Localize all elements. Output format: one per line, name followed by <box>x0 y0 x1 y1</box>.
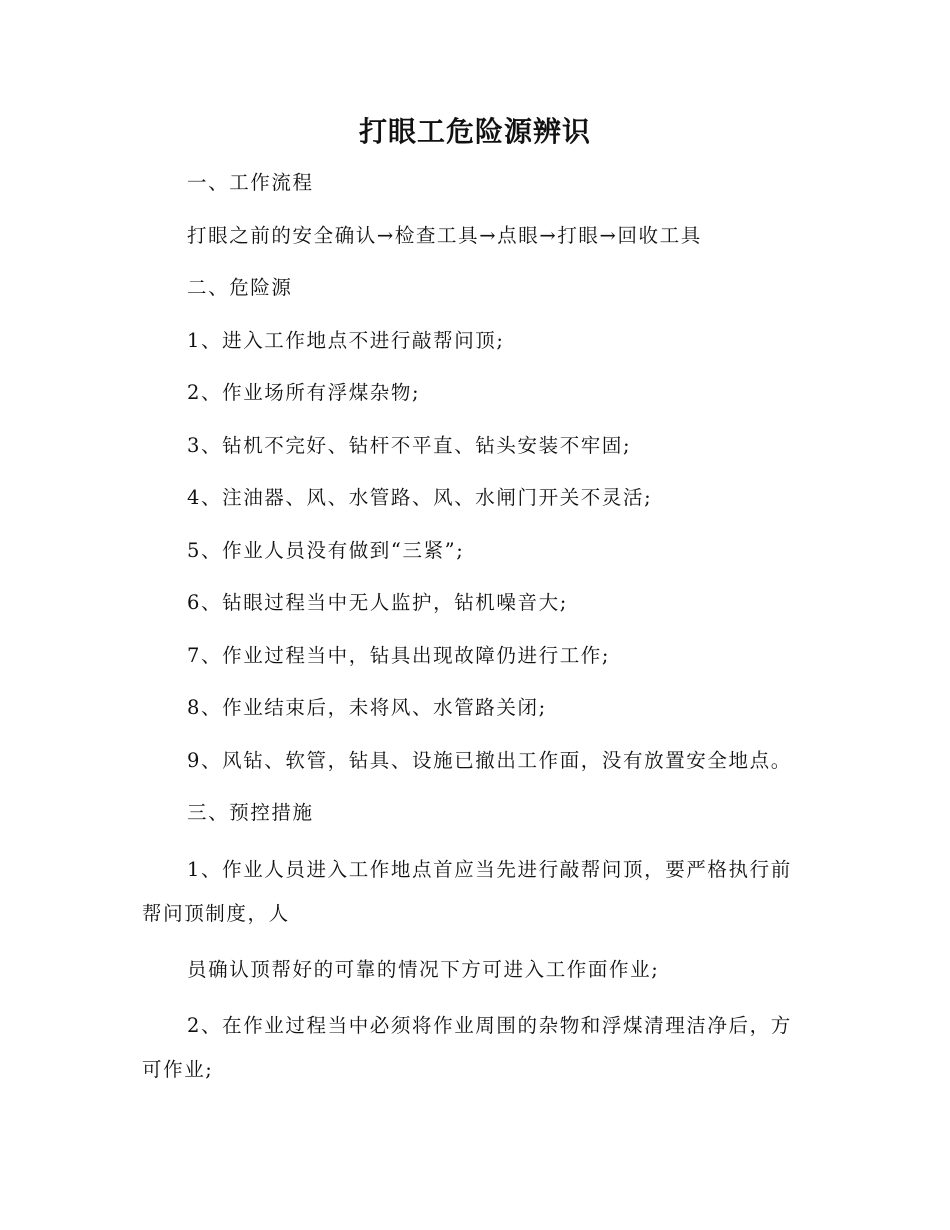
section-heading-controls: 三、预控措施 <box>187 801 314 824</box>
hazard-item-4: 4、注油器、风、水管路、风、水闸门开关不灵活; <box>187 486 653 509</box>
page-title: 打眼工危险源辨识 <box>358 115 591 148</box>
control-item-1-continued: 员确认顶帮好的可靠的情况下方可进入工作面作业; <box>187 957 660 981</box>
hazard-item-7: 7、作业过程当中，钻具出现故障仍进行工作; <box>187 643 611 667</box>
hazard-item-8: 8、作业结束后，未将风、水管路关闭; <box>187 696 547 719</box>
control-item-2: 2、在作业过程当中必须将作业周围的杂物和浮煤清理洁净后，方可作业; <box>142 1014 792 1081</box>
section-heading-workflow: 一、工作流程 <box>187 171 314 194</box>
section-heading-hazards: 二、危险源 <box>187 276 293 299</box>
document-body <box>142 157 810 1100</box>
paragraph-workflow-steps: 打眼之前的安全确认→检查工具→点眼→打眼→回收工具 <box>187 223 702 247</box>
hazard-item-1: 1、进入工作地点不进行敲帮问顶; <box>187 328 505 352</box>
hazard-item-9: 9、风钻、软管，钻具、设施已撤出工作面，没有放置安全地点。 <box>187 748 792 772</box>
hazard-item-5: 5、作业人员没有做到“三紧”; <box>187 538 465 562</box>
control-item-1: 1、作业人员进入工作地点首应当先进行敲帮问顶，要严格执行前帮问顶制度，人 <box>142 857 792 925</box>
hazard-item-6: 6、钻眼过程当中无人监护，钻机噪音大; <box>187 591 568 614</box>
hazard-item-3: 3、钻机不完好、钻杆不平直、钻头安装不牢固; <box>187 433 632 457</box>
hazard-item-2: 2、作业场所有浮煤杂物; <box>187 381 421 404</box>
